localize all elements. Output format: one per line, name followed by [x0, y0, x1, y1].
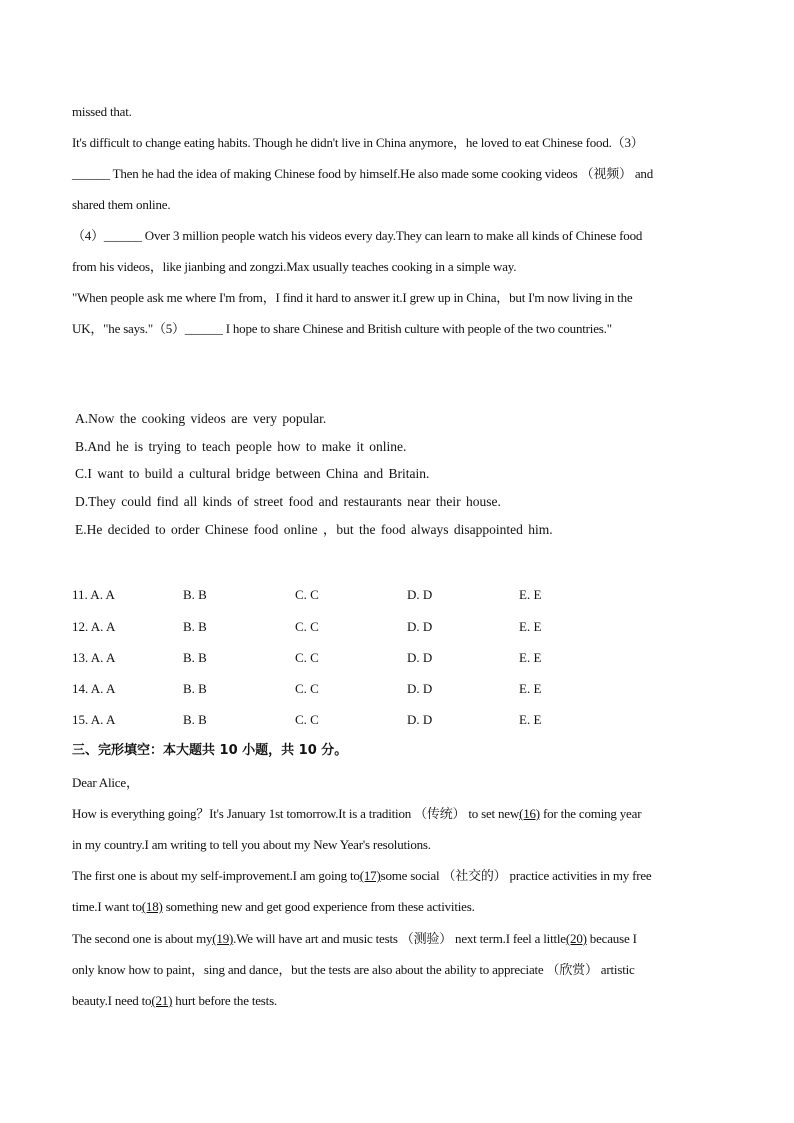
question-number: 13. A. A	[72, 650, 116, 665]
option-d: D.They could find all kinds of street food and restaurants near their house.	[75, 494, 501, 509]
letter-text: something new and get good experience from these activities.	[162, 899, 475, 914]
choice-e: E. E	[519, 681, 542, 696]
choice-e: E. E	[519, 650, 542, 665]
choice-b: B. B	[183, 587, 207, 602]
section-heading: 三、完形填空：本大题共 10 小题，共 10 分。	[72, 743, 348, 758]
option-e: E.He decided to order Chinese food online ，but the food always disappointed him.	[75, 522, 553, 537]
answer-row	[72, 619, 632, 635]
answer-row	[72, 712, 632, 728]
passage-line: UK，"he says."（5）______ I hope to share Chinese and British culture with people of the two countries."	[72, 321, 612, 336]
letter-line	[72, 806, 641, 822]
choice-b: B. B	[183, 681, 207, 696]
choice-c: C. C	[295, 587, 319, 602]
choice-e: E. E	[519, 712, 542, 727]
choice-e: E. E	[519, 619, 542, 634]
passage-line: from his videos，like jianbing and zongzi.Max usually teaches cooking in a simple way.	[72, 259, 517, 274]
question-number: 12. A. A	[72, 619, 116, 634]
choice-b: B. B	[183, 712, 207, 727]
choice-b: B. B	[183, 619, 207, 634]
answer-row	[72, 650, 632, 666]
question-number: 11. A. A	[72, 587, 115, 602]
choice-c: C. C	[295, 650, 319, 665]
letter-line: only know how to paint，sing and dance，but the tests are also about the ability to appreciate （欣赏） artistic	[72, 962, 635, 977]
choice-d: D. D	[407, 681, 433, 696]
letter-text: some social （社交的） practice activities in my free	[380, 868, 652, 883]
letter-text: The first one is about my self-improvement.I am going to	[72, 868, 360, 883]
letter-text: The second one is about my	[72, 931, 213, 946]
passage-line: shared them online.	[72, 197, 171, 212]
letter-line: in my country.I am writing to tell you about my New Year's resolutions.	[72, 837, 431, 852]
option-b: B.And he is trying to teach people how to make it online.	[75, 439, 407, 454]
letter-text: for the coming year	[539, 806, 642, 821]
letter-line	[72, 899, 475, 915]
letter-line	[72, 993, 277, 1009]
choice-d: D. D	[407, 619, 433, 634]
choice-c: C. C	[295, 619, 319, 634]
letter-text: .We will have art and music tests （测验） next term.I feel a little	[233, 931, 566, 946]
letter-text: How is everything going？It's January 1st tomorrow.It is a tradition （传统） to set new	[72, 806, 520, 821]
question-number: 14. A. A	[72, 681, 116, 696]
choice-b: B. B	[183, 650, 207, 665]
option-a: A.Now the cooking videos are very popular.	[75, 411, 327, 426]
choice-d: D. D	[407, 587, 433, 602]
passage-line: It's difficult to change eating habits. Though he didn't live in China anymore，he loved to eat Chinese food.（3）	[72, 135, 644, 150]
passage-line: ______ Then he had the idea of making Chinese food by himself.He also made some cooking videos （视频） and	[72, 166, 654, 181]
letter-line	[72, 868, 652, 884]
choice-d: D. D	[407, 650, 433, 665]
question-number: 15. A. A	[72, 712, 116, 727]
passage-line: （4）______ Over 3 million people watch his videos every day.They can learn to make all kinds of Chinese food	[72, 228, 643, 243]
letter-text: beauty.I need to	[72, 993, 152, 1008]
passage-line: "When people ask me where I'm from，I find it hard to answer it.I grew up in China，but I'm now living in the	[72, 290, 633, 305]
choice-c: C. C	[295, 681, 319, 696]
choice-c: C. C	[295, 712, 319, 727]
blank-16: (16)	[519, 806, 540, 821]
choice-d: D. D	[407, 712, 433, 727]
letter-line	[72, 931, 637, 947]
option-c: C.I want to build a cultural bridge between China and Britain.	[75, 466, 430, 481]
letter-text: time.I want to	[72, 899, 142, 914]
blank-17: (17)	[359, 868, 381, 883]
letter-text: because I	[586, 931, 637, 946]
letter-greeting: Dear Alice，	[72, 775, 139, 790]
answer-row	[72, 587, 632, 603]
passage-line: missed that.	[72, 104, 132, 119]
blank-18: (18)	[141, 899, 163, 914]
blank-19: (19)	[212, 931, 234, 946]
choice-e: E. E	[519, 587, 542, 602]
blank-20: (20)	[565, 931, 587, 946]
blank-21: (21)	[151, 993, 173, 1008]
letter-text: hurt before the tests.	[172, 993, 277, 1008]
answer-row	[72, 681, 632, 697]
